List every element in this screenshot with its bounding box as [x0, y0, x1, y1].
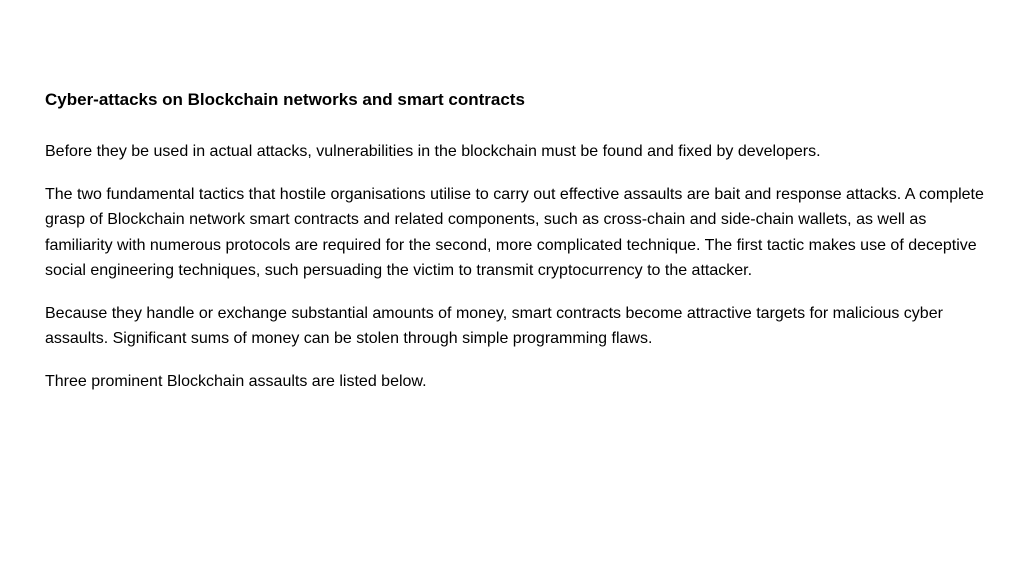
paragraph-smart-contracts: Because they handle or exchange substantial amounts of money, smart contracts become attractive targets for malicious cyber assaults. Significant sums of money can be stolen through simple programming flaws.: [45, 304, 943, 347]
slide-content: [45, 88, 985, 411]
paragraph-tactics: The two fundamental tactics that hostile organisations utilise to carry out effective assaults are bait and response attacks. A complete grasp of Blockchain network smart contracts and related components, such as cross-chain and side-chain wallets, as well as familiarity with numerous protocols are required for the second, more complicated technique. The first tactic makes use of deceptive social engineering techniques, such persuading the victim to transmit cryptocurrency to the attacker.: [45, 185, 984, 279]
paragraph-list-intro: Three prominent Blockchain assaults are listed below.: [45, 372, 427, 390]
slide-title: Cyber-attacks on Blockchain networks and smart contracts: [45, 90, 525, 109]
paragraph-vulnerabilities: Before they be used in actual attacks, vulnerabilities in the blockchain must be found and fixed by developers.: [45, 143, 821, 160]
